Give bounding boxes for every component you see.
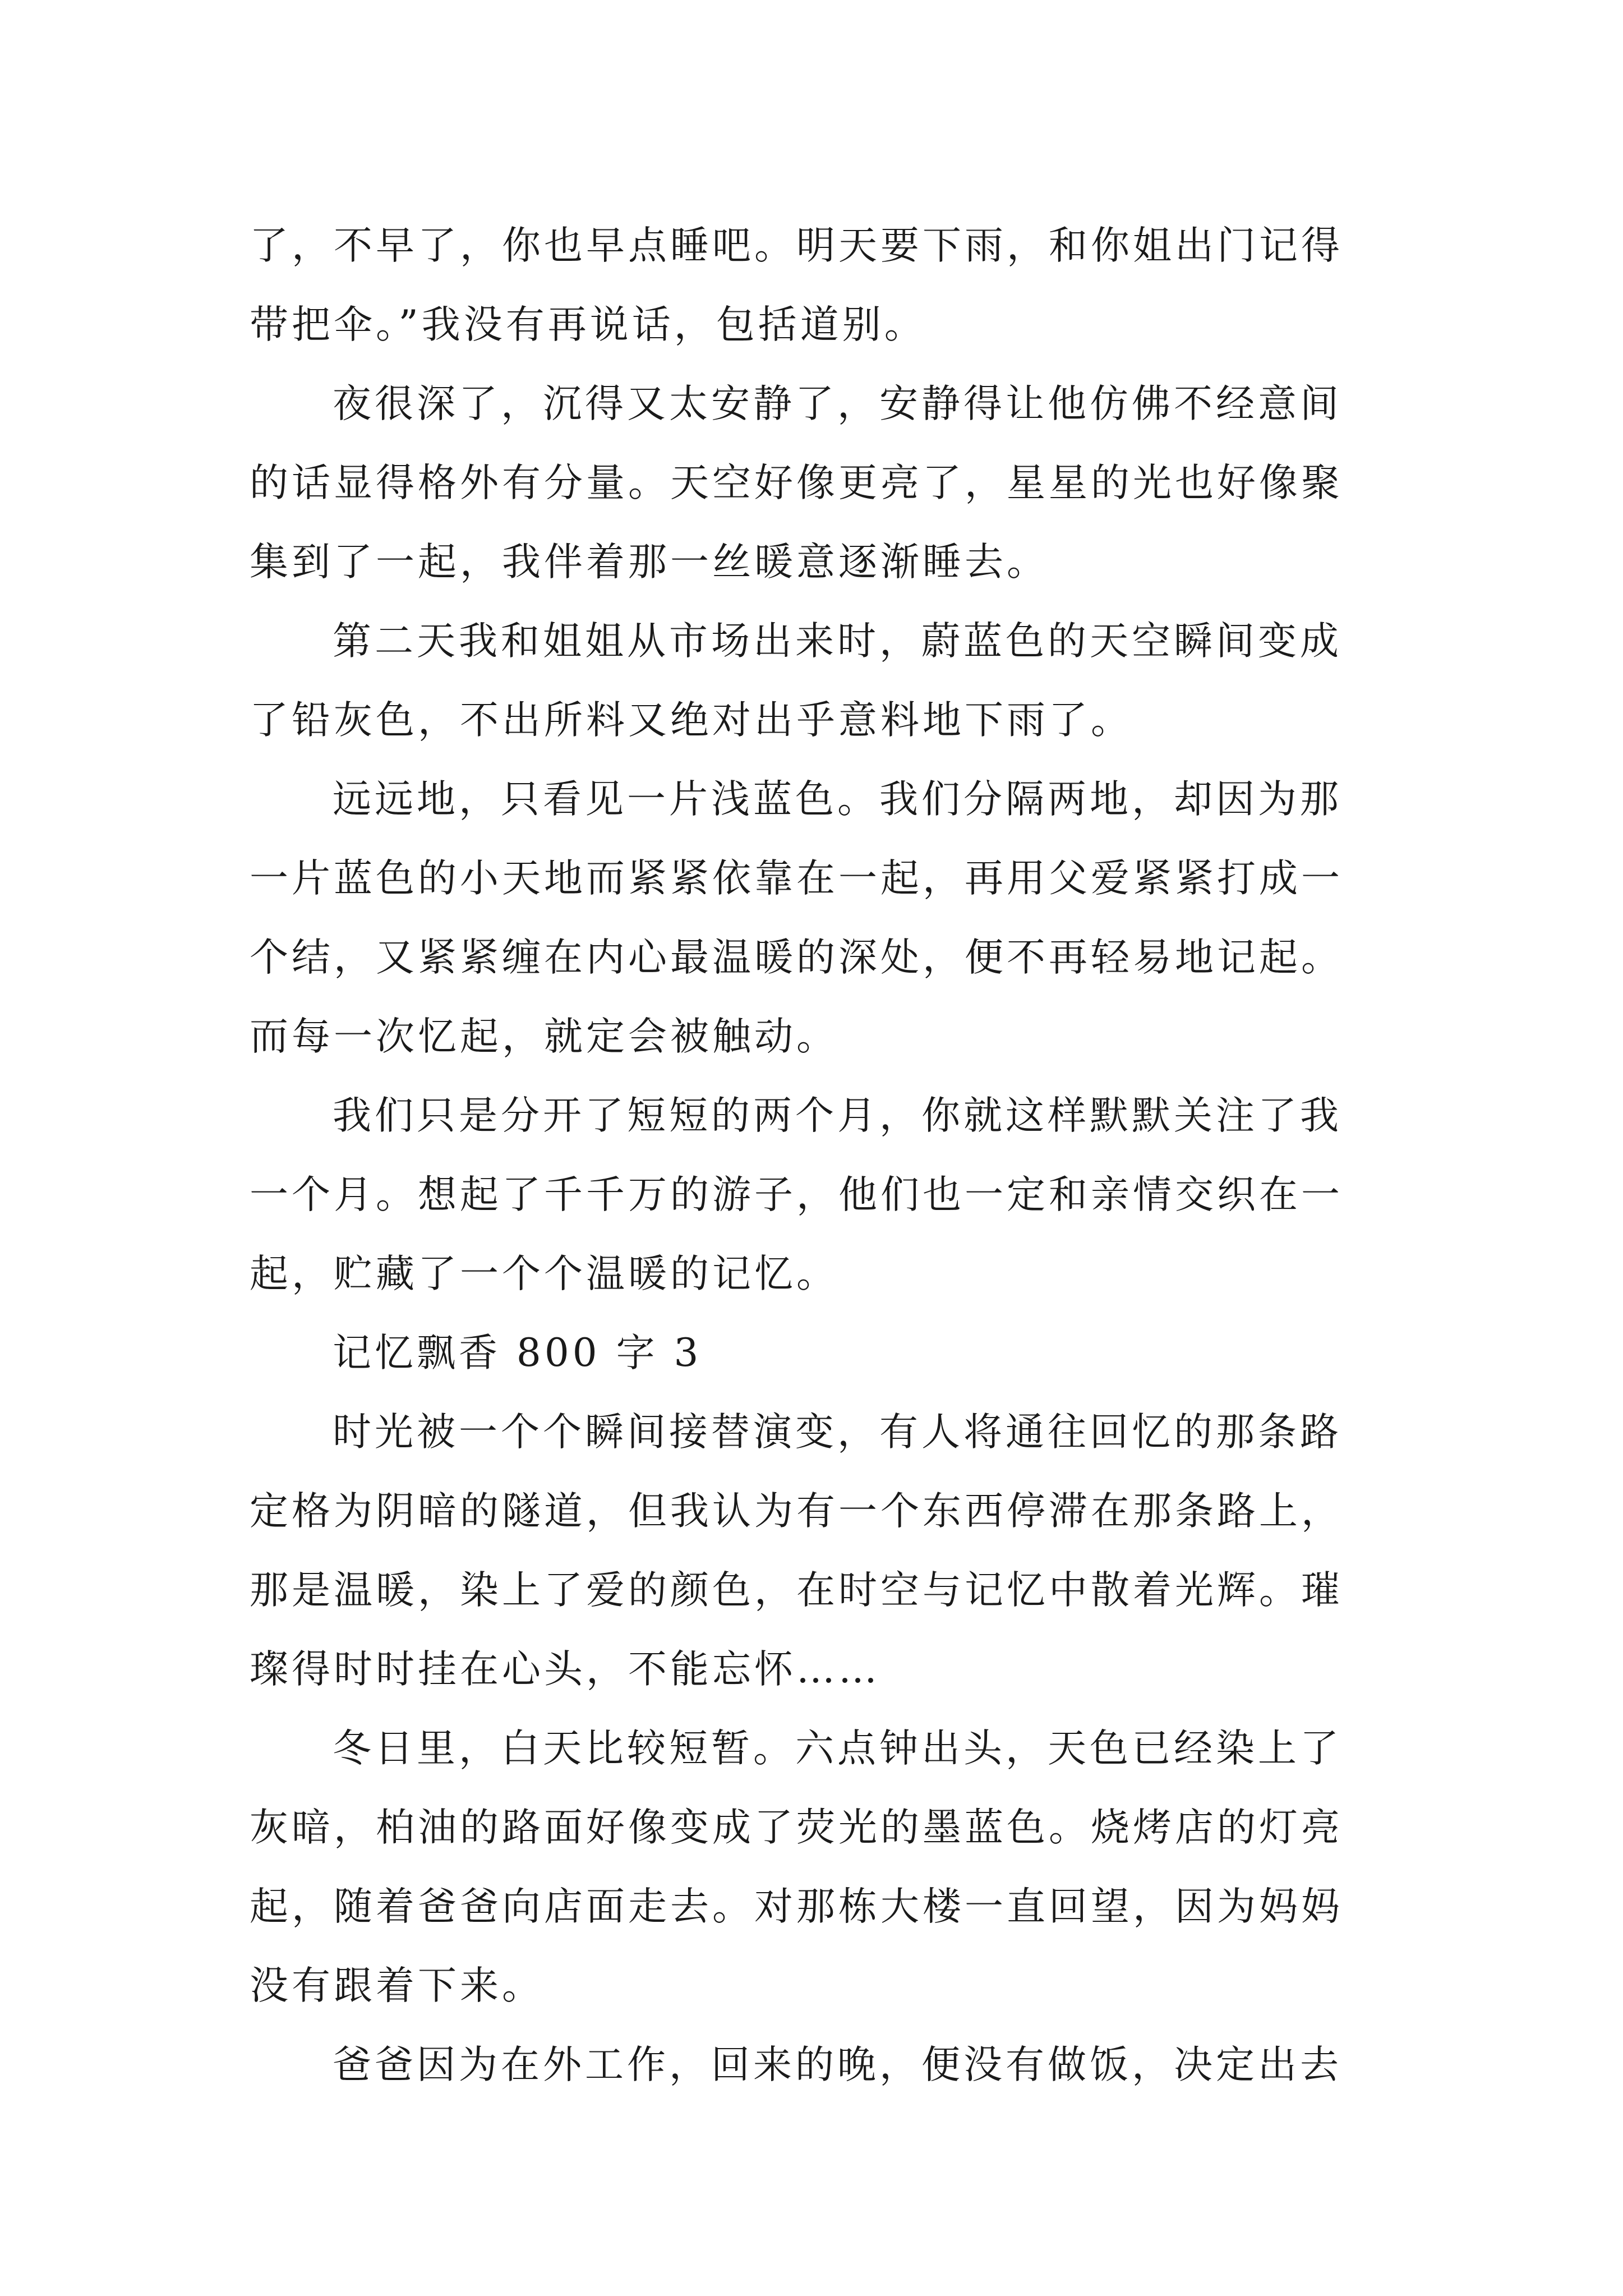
text-line: 我们只是分开了短短的两个月，你就这样默默关注了我 [333,1093,1342,1138]
text-line: 远远地，只看见一片浅蓝色。我们分隔两地，却因为那 [333,777,1342,822]
text-line: 的话显得格外有分量。天空好像更亮了，星星的光也好像聚 [250,461,1343,505]
text-line: 璨得时时挂在心头，不能忘怀…… [250,1647,880,1692]
text-line: 一个月。想起了千千万的游子，他们也一定和亲情交织在一 [250,1172,1343,1217]
text-line: 了，不早了，你也早点睡吧。明天要下雨，和你姐出门记得 [250,223,1343,268]
text-line: 定格为阴暗的隧道，但我认为有一个东西停滞在那条路上， [250,1489,1343,1534]
section-heading: 记忆飘香 800 字 3 [333,1331,702,1375]
text-line: 个结，又紧紧缠在内心最温暖的深处，便不再轻易地记起。 [250,935,1343,980]
text-line: 时光被一个个瞬间接替演变，有人将通往回忆的那条路 [333,1410,1342,1455]
text-line: 了铅灰色，不出所料又绝对出乎意料地下雨了。 [250,698,1133,743]
text-line: 起，贮藏了一个个温暖的记忆。 [250,1251,838,1296]
document-body [250,206,1396,2105]
text-line: 一片蓝色的小天地而紧紧依靠在一起，再用父爱紧紧打成一 [250,856,1343,901]
text-line: 爸爸因为在外工作，回来的晚，便没有做饭，决定出去 [333,2042,1342,2087]
text-line: 夜很深了，沉得又太安静了，安静得让他仿佛不经意间 [333,381,1342,426]
text-line: 冬日里，白天比较短暂。六点钟出头，天色已经染上了 [333,1726,1342,1771]
text-line: 集到了一起，我伴着那一丝暖意逐渐睡去。 [250,540,1049,585]
text-line: 灰暗，柏油的路面好像变成了荧光的墨蓝色。烧烤店的灯亮 [250,1805,1343,1850]
text-line: 没有跟着下来。 [250,1963,544,2008]
text-line: 而每一次忆起，就定会被触动。 [250,1014,838,1059]
text-line: 带把伞。”我没有再说话，包括道别。 [250,302,926,347]
text-line: 第二天我和姐姐从市场出来时，蔚蓝色的天空瞬间变成 [333,619,1342,664]
text-line: 那是温暖，染上了爱的颜色，在时空与记忆中散着光辉。璀 [250,1568,1343,1613]
text-line: 起，随着爸爸向店面走去。对那栋大楼一直回望，因为妈妈 [250,1884,1343,1929]
